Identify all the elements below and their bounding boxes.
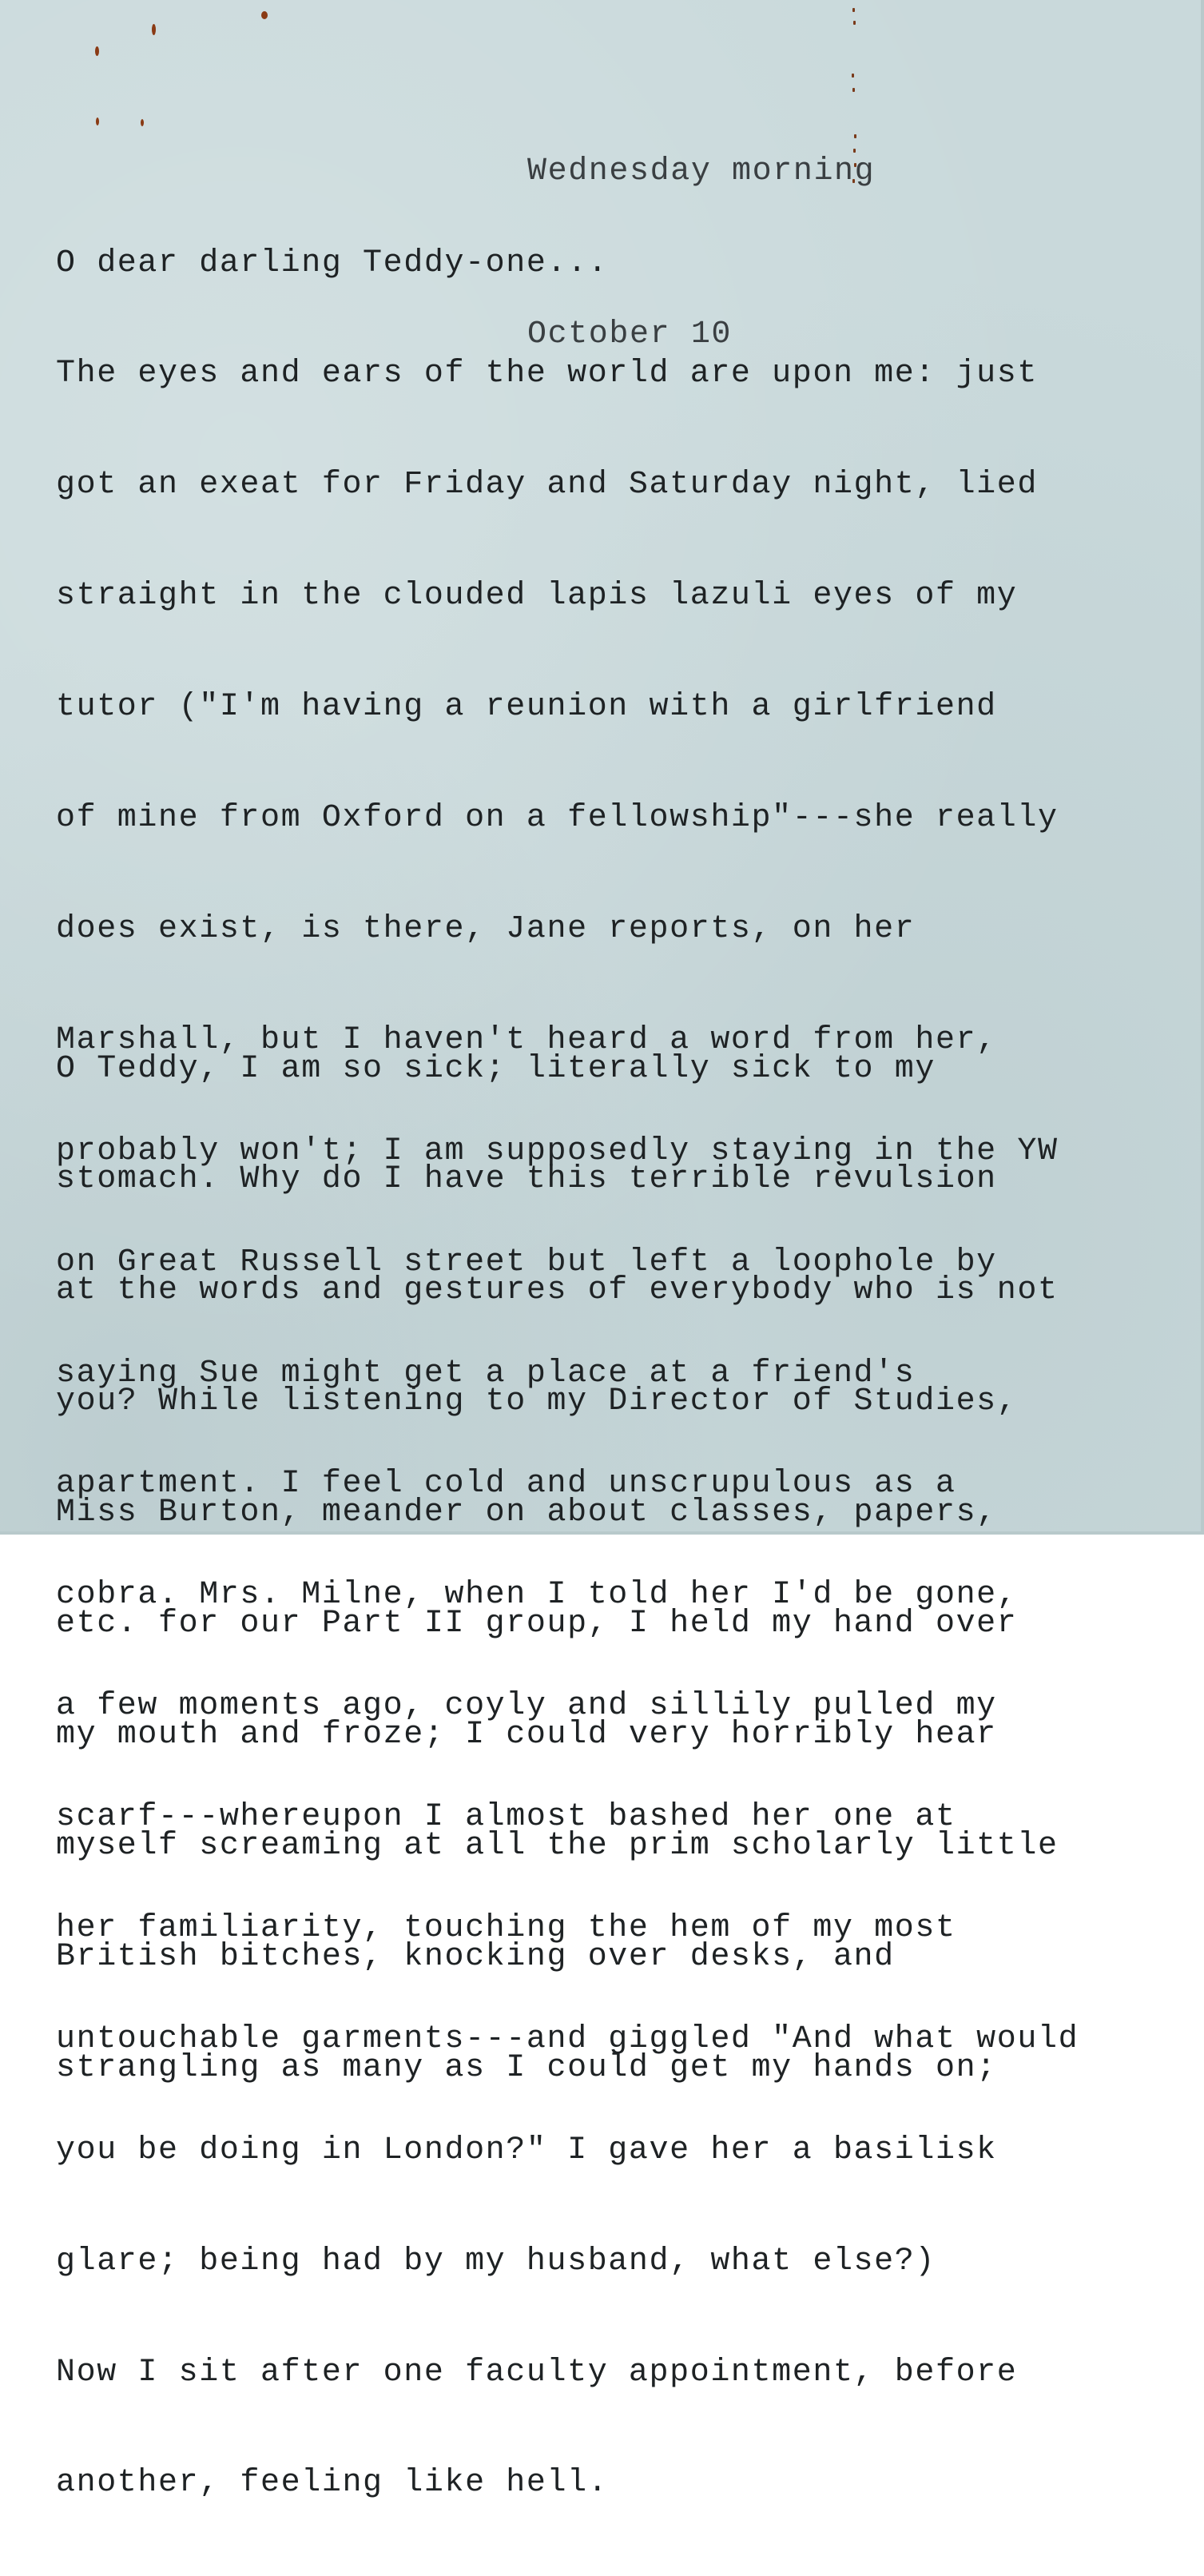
text-line: myself screaming at all the prim scholarly little — [56, 1827, 1059, 1864]
text-line: tutor ("I'm having a reunion with a girlfriend — [56, 689, 997, 726]
rust-spot — [261, 11, 268, 19]
dateline-day: Wednesday morning — [527, 153, 876, 189]
text-line: you? While listening to my Director of Studies, — [56, 1384, 1018, 1420]
text-line: O dear darling Teddy-one... — [56, 245, 609, 281]
text-line: of mine from Oxford on a fellowship"---she really — [56, 800, 1059, 837]
text-line: Now I sit after one faculty appointment, before — [56, 2354, 1018, 2391]
text-line: O Teddy, I am so sick; literally sick to my — [56, 1050, 936, 1087]
text-line: my mouth and froze; I could very horribly hear — [56, 1716, 997, 1753]
text-line: scarf---whereupon I almost bashed her one at — [56, 1799, 956, 1836]
text-line: you be doing in London?" I gave her a basilisk — [56, 2132, 997, 2168]
margin-mark — [853, 21, 856, 25]
dateline-date: October 10 — [527, 317, 733, 352]
text-line: another, feeling like hell. — [56, 2465, 609, 2502]
text-line: saying Sue might get a place at a friend's — [56, 1355, 916, 1392]
text-line: glare; being had by my husband, what else?) — [56, 2243, 936, 2279]
text-line: apartment. I feel cold and unscrupulous as a — [56, 1466, 956, 1503]
text-line: probably won't; I am supposedly staying in the YW — [56, 1133, 1059, 1169]
text-line: got an exeat for Friday and Saturday night, lied — [56, 467, 1038, 504]
text-line: Marshall, but I haven't heard a word from her, — [56, 1021, 997, 1058]
rust-spot — [95, 46, 99, 56]
text-line: her familiarity, touching the hem of my most — [56, 1909, 956, 1946]
text-line: British bitches, knocking over desks, and — [56, 1938, 895, 1975]
letter-paragraph-2 — [56, 977, 1059, 2161]
text-line: stomach. Why do I have this terrible revulsion — [56, 1161, 997, 1198]
rust-spot — [141, 119, 144, 126]
text-line: does exist, is there, Jane reports, on her — [56, 910, 916, 947]
text-line: etc. for our Part II group, I held my hand over — [56, 1606, 1018, 1642]
text-line: The eyes and ears of the world are upon me: just — [56, 356, 1038, 392]
text-line: a few moments ago, coyly and sillily pulled my — [56, 1688, 997, 1725]
text-line: strangling as many as I could get my hands on; — [56, 2049, 997, 2086]
text-line: Miss Burton, meander on about classes, papers, — [56, 1495, 997, 1531]
text-line: untouchable garments---and giggled "And what would — [56, 2021, 1079, 2057]
text-line: on Great Russell street but left a loophole by — [56, 1244, 997, 1280]
margin-mark — [852, 8, 855, 12]
text-line: straight in the clouded lapis lazuli eyes of my — [56, 578, 1018, 615]
text-line: cobra. Mrs. Milne, when I told her I'd be gone, — [56, 1577, 1018, 1614]
text-line: at the words and gestures of everybody who is not — [56, 1272, 1059, 1309]
rust-spot — [96, 117, 99, 125]
rust-spot — [152, 24, 156, 35]
